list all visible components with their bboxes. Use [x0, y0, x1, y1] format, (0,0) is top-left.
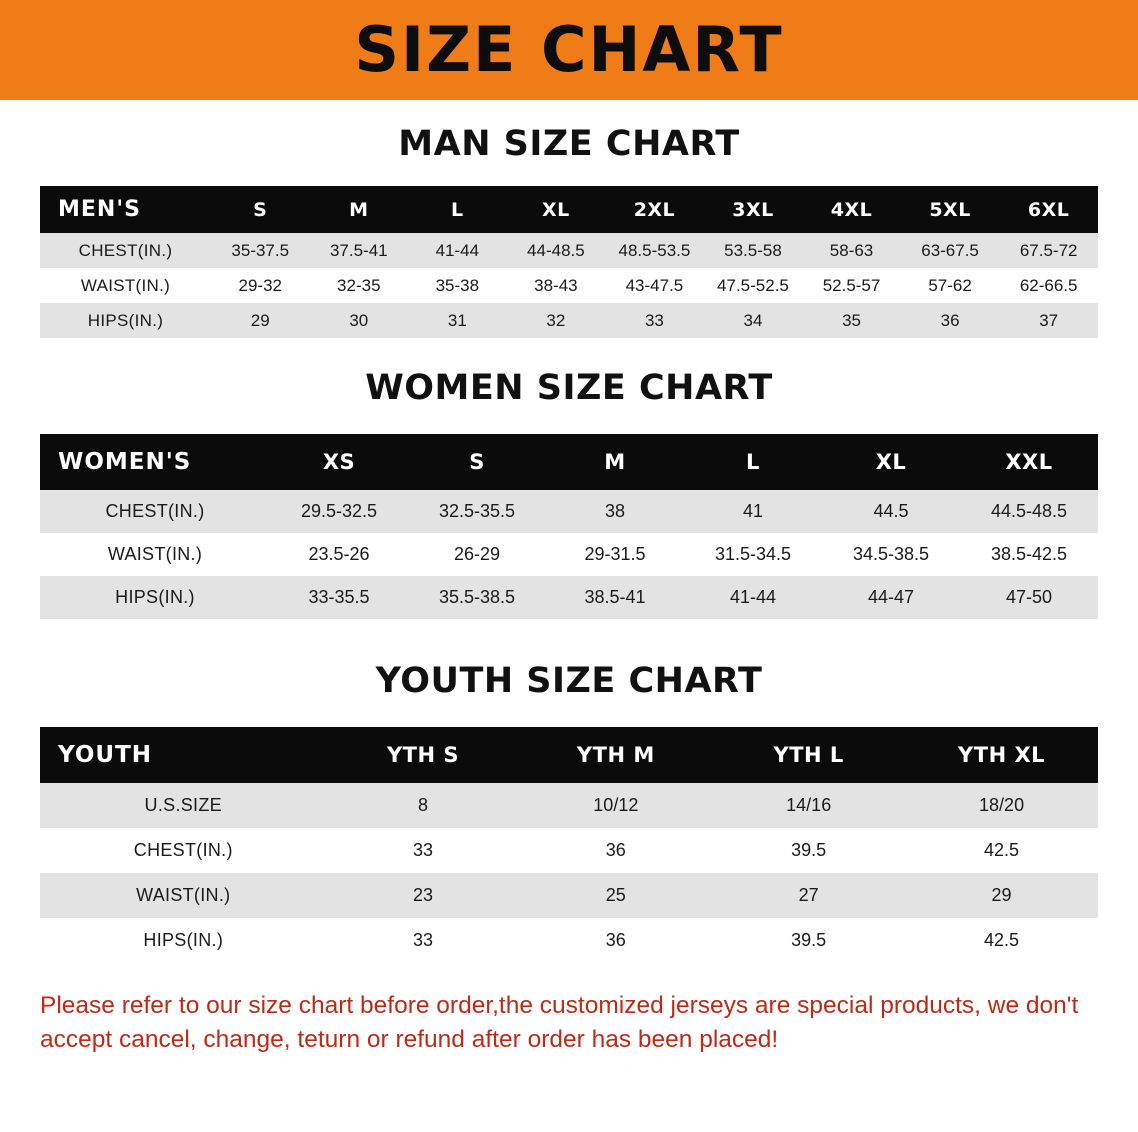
column-header: L [408, 186, 507, 233]
man-table-wrap [0, 186, 1138, 338]
column-header: XL [822, 434, 960, 490]
column-header: XL [507, 186, 606, 233]
table-cell: 33 [327, 828, 520, 873]
table-cell: 58-63 [802, 233, 901, 268]
table-cell: 42.5 [905, 828, 1098, 873]
table-cell: 14/16 [712, 783, 905, 828]
table-row [40, 533, 1098, 576]
table-cell: 31 [408, 303, 507, 338]
table-cell: 48.5-53.5 [605, 233, 704, 268]
table-cell: 57-62 [901, 268, 1000, 303]
table-header-row [40, 186, 1098, 233]
column-header: YTH M [519, 727, 712, 783]
table-cell: 53.5-58 [704, 233, 803, 268]
table-cell: 31.5-34.5 [684, 533, 822, 576]
row-label: U.S.SIZE [40, 783, 327, 828]
table-cell: 41 [684, 490, 822, 533]
women-size-table [40, 434, 1098, 619]
column-header: 6XL [999, 186, 1098, 233]
table-cell: 47-50 [960, 576, 1098, 619]
table-cell: 44.5 [822, 490, 960, 533]
table-cell: 33 [605, 303, 704, 338]
column-header: YOUTH [40, 727, 327, 783]
row-label: CHEST(IN.) [40, 828, 327, 873]
table-cell: 34 [704, 303, 803, 338]
column-header: L [684, 434, 822, 490]
column-header: YTH L [712, 727, 905, 783]
column-header: M [310, 186, 409, 233]
table-header-row [40, 727, 1098, 783]
row-label: CHEST(IN.) [40, 233, 211, 268]
column-header: XXL [960, 434, 1098, 490]
table-cell: 29 [211, 303, 310, 338]
banner [0, 0, 1138, 100]
table-cell: 27 [712, 873, 905, 918]
table-cell: 43-47.5 [605, 268, 704, 303]
row-label: HIPS(IN.) [40, 918, 327, 963]
column-header: 4XL [802, 186, 901, 233]
table-row [40, 490, 1098, 533]
table-cell: 26-29 [408, 533, 546, 576]
table-cell: 29 [905, 873, 1098, 918]
column-header: S [211, 186, 310, 233]
column-header: XS [270, 434, 408, 490]
table-cell: 18/20 [905, 783, 1098, 828]
table-cell: 32-35 [310, 268, 409, 303]
table-cell: 44-48.5 [507, 233, 606, 268]
table-cell: 38 [546, 490, 684, 533]
table-header-row [40, 434, 1098, 490]
column-header: 2XL [605, 186, 704, 233]
table-cell: 29.5-32.5 [270, 490, 408, 533]
table-cell: 23.5-26 [270, 533, 408, 576]
youth-section-heading: YOUTH SIZE CHART [375, 661, 763, 701]
row-label: CHEST(IN.) [40, 490, 270, 533]
table-cell: 63-67.5 [901, 233, 1000, 268]
table-cell: 41-44 [408, 233, 507, 268]
table-cell: 44-47 [822, 576, 960, 619]
table-row [40, 783, 1098, 828]
table-cell: 30 [310, 303, 409, 338]
table-cell: 35-38 [408, 268, 507, 303]
table-row [40, 828, 1098, 873]
women-section-heading: WOMEN SIZE CHART [365, 368, 773, 408]
page-title: SIZE CHART [354, 13, 784, 86]
table-cell: 32.5-35.5 [408, 490, 546, 533]
table-cell: 32 [507, 303, 606, 338]
table-cell: 35-37.5 [211, 233, 310, 268]
youth-table-wrap [0, 727, 1138, 963]
table-row [40, 918, 1098, 963]
table-cell: 38.5-42.5 [960, 533, 1098, 576]
women-table-wrap [0, 434, 1138, 619]
table-cell: 39.5 [712, 918, 905, 963]
table-row [40, 873, 1098, 918]
table-cell: 38.5-41 [546, 576, 684, 619]
table-cell: 29-32 [211, 268, 310, 303]
table-cell: 62-66.5 [999, 268, 1098, 303]
table-cell: 67.5-72 [999, 233, 1098, 268]
table-cell: 35 [802, 303, 901, 338]
column-header: S [408, 434, 546, 490]
man-section-heading: MAN SIZE CHART [398, 124, 740, 164]
row-label: WAIST(IN.) [40, 533, 270, 576]
table-cell: 33-35.5 [270, 576, 408, 619]
table-cell: 34.5-38.5 [822, 533, 960, 576]
table-cell: 41-44 [684, 576, 822, 619]
table-cell: 36 [519, 918, 712, 963]
man-size-table [40, 186, 1098, 338]
table-cell: 36 [901, 303, 1000, 338]
table-cell: 52.5-57 [802, 268, 901, 303]
row-label: WAIST(IN.) [40, 873, 327, 918]
table-row [40, 303, 1098, 338]
row-label: WAIST(IN.) [40, 268, 211, 303]
youth-size-table [40, 727, 1098, 963]
table-cell: 29-31.5 [546, 533, 684, 576]
column-header: 3XL [704, 186, 803, 233]
table-row [40, 268, 1098, 303]
table-row [40, 576, 1098, 619]
column-header: M [546, 434, 684, 490]
table-cell: 36 [519, 828, 712, 873]
table-cell: 37.5-41 [310, 233, 409, 268]
table-cell: 37 [999, 303, 1098, 338]
table-cell: 23 [327, 873, 520, 918]
table-cell: 44.5-48.5 [960, 490, 1098, 533]
column-header: MEN'S [40, 186, 211, 233]
row-label: HIPS(IN.) [40, 303, 211, 338]
column-header: YTH S [327, 727, 520, 783]
table-cell: 35.5-38.5 [408, 576, 546, 619]
column-header: YTH XL [905, 727, 1098, 783]
table-cell: 33 [327, 918, 520, 963]
column-header: 5XL [901, 186, 1000, 233]
table-row [40, 233, 1098, 268]
table-cell: 25 [519, 873, 712, 918]
table-cell: 42.5 [905, 918, 1098, 963]
policy-note: Please refer to our size chart before order,the customized jerseys are special products, we don't accept cancel, change, teturn or refund after order has been placed! [40, 992, 1079, 1053]
row-label: HIPS(IN.) [40, 576, 270, 619]
table-cell: 47.5-52.5 [704, 268, 803, 303]
table-cell: 10/12 [519, 783, 712, 828]
table-cell: 8 [327, 783, 520, 828]
column-header: WOMEN'S [40, 434, 270, 490]
table-cell: 38-43 [507, 268, 606, 303]
table-cell: 39.5 [712, 828, 905, 873]
